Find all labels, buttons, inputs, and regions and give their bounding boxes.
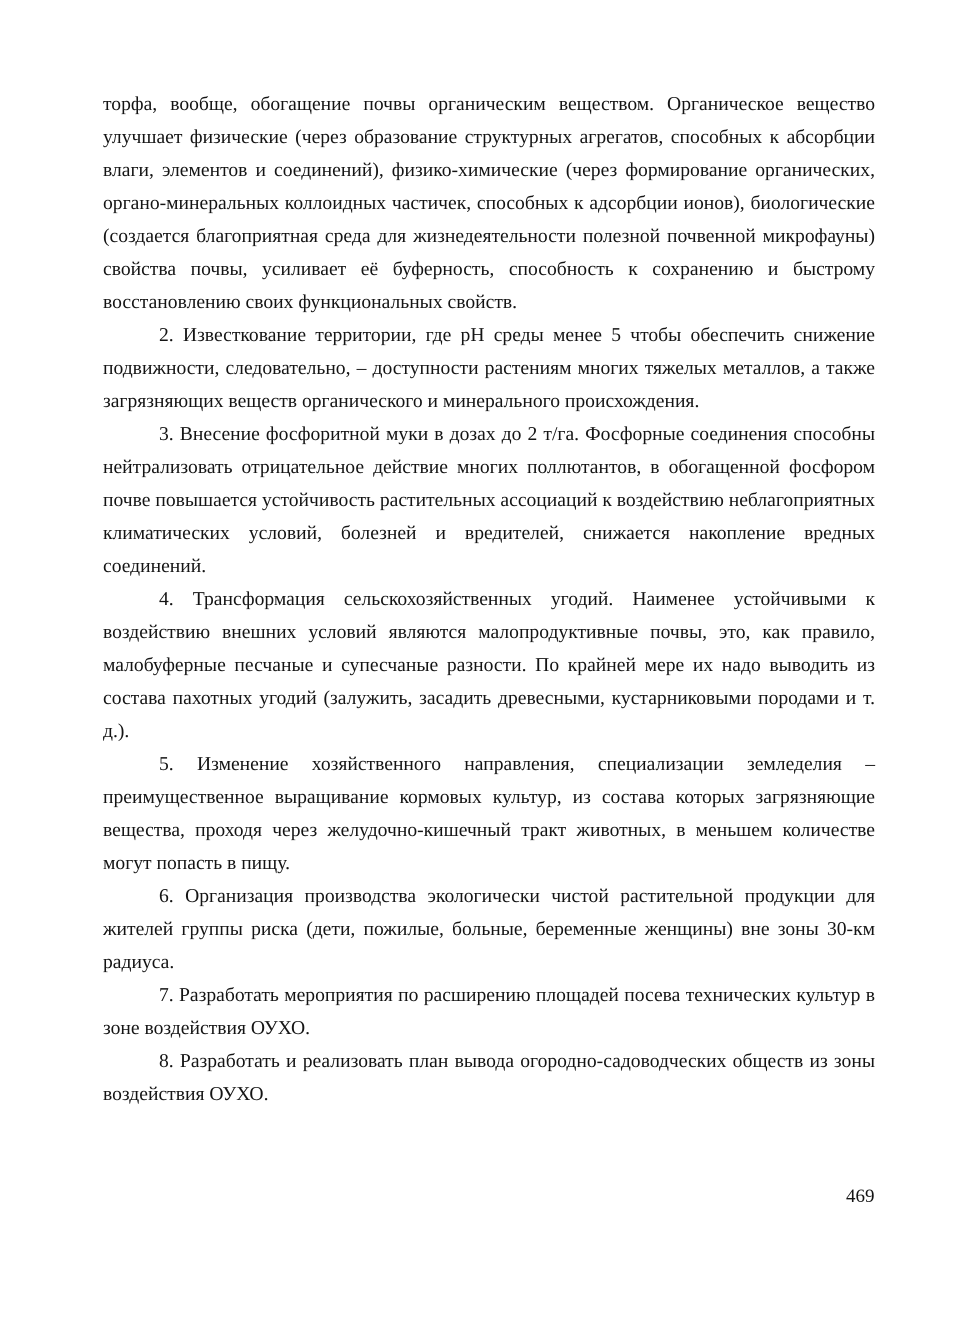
body-text: [103, 88, 875, 1111]
list-item-6: 6. Организация производства экологически чистой растительной продукции для жителей группы риска (дети, пожилые, больные, беременные женщины) вне зоны 30-км радиуса.: [103, 886, 875, 973]
list-item-3: 3. Внесение фосфоритной муки в дозах до 2 т/га. Фосфорные соединения способны нейтрализовать отрицательное действие многих поллютантов, в обогащенной фосфором почве повышается устойчивость растительных ассоциаций к воздействию неблагоприятных климатических условий, болезней и вредителей, снижается накопление вредных соединений.: [103, 424, 876, 577]
list-item-8: 8. Разработать и реализовать план вывода огородно-садоводческих обществ из зоны воздействия ОУХО.: [103, 1051, 875, 1105]
paragraph-continuation: торфа, вообще, обогащение почвы органическим веществом. Органическое вещество улучшает физические (через образование структурных агрегатов, способных к абсорбции влаги, элементов и соединений), физико-химические (через формирование органических, органо-минеральных коллоидных частичек, способных к адсорбции ионов), биологические (создается благоприятная среда для жизнедеятельности полезной почвенной микрофауны) свойства почвы, усиливает её буферность, способность к сохранению и быстрому восстановлению своих функциональных свойств.: [103, 94, 875, 313]
list-item-4: 4. Трансформация сельскохозяйственных угодий. Наименее устойчивыми к воздействию внешних условий являются малопродуктивные почвы, это, как правило, малобуферные песчаные и супесчаные разности. По крайней мере их надо выводить из состава пахотных угодий (залужить, засадить древесными, кустарниковыми породами и т. д.).: [103, 589, 875, 742]
page-number: 469: [846, 1186, 875, 1207]
list-item-2: 2. Известкование территории, где pH среды менее 5 чтобы обеспечить снижение подвижности, следовательно, – доступности растениям многих тяжелых металлов, а также загрязняющих веществ органического и минерального происхождения.: [103, 325, 875, 412]
list-item-5: 5. Изменение хозяйственного направления, специализации земледелия – преимущественное выращивание кормовых культур, из состава которых загрязняющие вещества, проходя через желудочно-кишечный тракт животных, в меньшем количестве могут попасть в пищу.: [103, 754, 875, 874]
list-item-7: 7. Разработать мероприятия по расширению площадей посева технических культур в зоне воздействия ОУХО.: [103, 985, 875, 1039]
